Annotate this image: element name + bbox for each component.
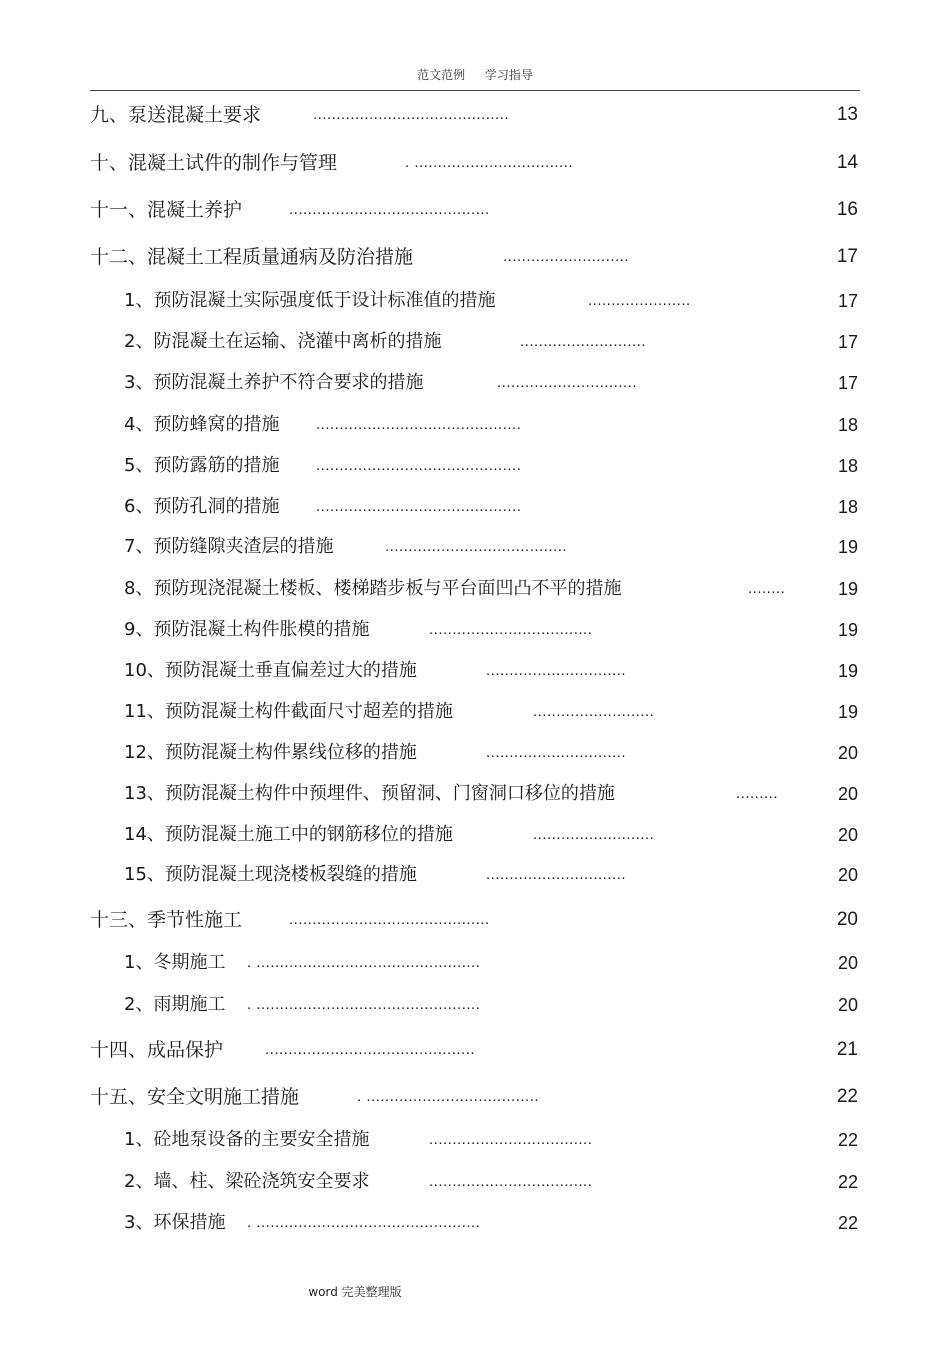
toc-entry-page-number: 20 [836,909,858,930]
toc-entry[interactable] [0,148,950,178]
toc-entry-leader: ...................... [588,292,691,309]
toc-entry-leader: ........................................... [289,911,490,928]
header-rule [90,90,860,91]
toc-entry-page-number: 18 [837,456,858,476]
toc-entry[interactable] [0,948,950,978]
toc-entry[interactable] [0,410,950,440]
toc-entry-leader: .............................. [486,866,627,883]
toc-entry-page-number: 16 [836,199,858,220]
toc-entry-leader: ....................................... [385,538,568,555]
toc-entry-page-number: 19 [837,537,858,557]
toc-entry-page-number: 20 [837,784,858,804]
toc-entry-leader: ................................... [429,1131,593,1148]
toc-entry[interactable] [0,1125,950,1155]
toc-entry-leader: ......... [736,785,779,802]
toc-entry[interactable] [0,905,950,935]
toc-entry[interactable] [0,286,950,316]
toc-entry[interactable] [0,1082,950,1112]
toc-entry-leader: .......................................... [313,106,510,123]
toc-entry-title: 十一、混凝土养护 [90,199,243,221]
toc-entry[interactable] [0,574,950,604]
toc-entry-leader: ........................... [520,333,647,350]
toc-entry[interactable] [0,492,950,522]
header-left-text: 范文范例 [417,68,466,82]
header-right-text: 学习指导 [484,68,533,82]
toc-entry[interactable] [0,656,950,686]
toc-entry-page-number: 20 [837,743,858,763]
toc-entry-page-number: 19 [837,579,858,599]
toc-entry-title: 5、预防露筋的措施 [124,455,280,476]
toc-entry-leader: ........................................... [289,201,490,218]
toc-entry-title: 15、预防混凝土现浇楼板裂缝的措施 [124,864,417,885]
toc-entry-page-number: 17 [837,332,858,352]
toc-entry[interactable] [0,532,950,562]
toc-entry-page-number: 20 [837,953,858,973]
page-footer: word 完美整理版 [308,1285,402,1299]
toc-entry-leader: ............................................. [265,1041,476,1058]
toc-entry-title: 6、预防孔洞的措施 [124,496,280,517]
toc-entry-leader: .............................. [486,662,627,679]
toc-entry-title: 十二、混凝土工程质量通病及防治措施 [90,246,414,268]
toc-entry-title: 12、预防混凝土构件累线位移的措施 [124,742,417,763]
toc-entry[interactable] [0,615,950,645]
toc-entry-title: 9、预防混凝土构件胀模的措施 [124,619,370,640]
toc-entry-page-number: 18 [837,415,858,435]
toc-entry-page-number: 17 [837,373,858,393]
toc-entry-leader: . .................................. [405,154,574,171]
toc-entry-page-number: 22 [836,1086,858,1107]
toc-entry[interactable] [0,1035,950,1065]
toc-entry-title: 10、预防混凝土垂直偏差过大的措施 [124,660,417,681]
toc-entry-page-number: 13 [836,104,858,125]
toc-entry-leader: ........ [748,580,786,597]
toc-entry[interactable] [0,327,950,357]
toc-entry-leader: ............................................ [316,457,522,474]
toc-entry-title: 14、预防混凝土施工中的钢筋移位的措施 [124,824,453,845]
toc-entry-page-number: 22 [837,1213,858,1233]
toc-entry-title: 7、预防缝隙夹渣层的措施 [124,536,334,557]
toc-entry-title: 3、预防混凝土养护不符合要求的措施 [124,372,424,393]
toc-entry-title: 1、砼地泵设备的主要安全措施 [124,1129,370,1150]
toc-entry[interactable] [0,100,950,130]
toc-entry-page-number: 14 [836,152,858,173]
toc-entry[interactable] [0,1208,950,1238]
toc-entry-title: 2、防混凝土在运输、浇灌中离析的措施 [124,331,442,352]
toc-entry-page-number: 19 [837,661,858,681]
toc-entry-leader: ............................................ [316,416,522,433]
toc-entry-page-number: 19 [837,620,858,640]
toc-entry[interactable] [0,820,950,850]
toc-entry-title: 1、冬期施工 [124,952,226,973]
toc-entry-leader: .............................. [486,744,627,761]
toc-entry-leader: .......................... [533,703,655,720]
toc-entry-page-number: 21 [836,1039,858,1060]
toc-entry-leader: ................................... [429,621,593,638]
toc-entry-page-number: 20 [837,825,858,845]
toc-entry-title: 1、预防混凝土实际强度低于设计标准值的措施 [124,290,496,311]
toc-entry-title: 8、预防现浇混凝土楼板、楼梯踏步板与平台面凹凸不平的措施 [124,578,622,599]
toc-entry[interactable] [0,990,950,1020]
toc-entry-page-number: 17 [837,291,858,311]
toc-entry-page-number: 22 [837,1172,858,1192]
toc-entry-page-number: 22 [837,1130,858,1150]
toc-entry[interactable] [0,195,950,225]
toc-entry-title: 13、预防混凝土构件中预埋件、预留洞、门窗洞口移位的措施 [124,783,615,804]
toc-entry-leader: . ..................................... [357,1088,540,1105]
toc-entry[interactable] [0,779,950,809]
toc-entry[interactable] [0,242,950,272]
toc-entry-page-number: 17 [836,246,858,267]
toc-entry-title: 九、泵送混凝土要求 [90,104,262,126]
toc-entry-leader: ........................... [503,248,630,265]
toc-entry-title: 4、预防蜂窝的措施 [124,414,280,435]
toc-entry-title: 十四、成品保护 [90,1039,224,1061]
toc-entry-page-number: 20 [837,865,858,885]
toc-entry-title: 十三、季节性施工 [90,909,243,931]
toc-entry-leader: . ................................................ [247,996,481,1013]
toc-entry-title: 11、预防混凝土构件截面尺寸超差的措施 [124,701,453,722]
toc-entry-leader: ............................................ [316,498,522,515]
toc-entry-title: 十五、安全文明施工措施 [90,1086,300,1108]
page-header [0,66,950,83]
toc-entry[interactable] [0,860,950,890]
toc-entry-leader: .......................... [533,826,655,843]
toc-entry-page-number: 20 [837,995,858,1015]
toc-entry[interactable] [0,1167,950,1197]
toc-entry-title: 十、混凝土试件的制作与管理 [90,152,338,174]
toc-entry[interactable] [0,697,950,727]
toc-entry[interactable] [0,368,950,398]
toc-entry-title: 2、墙、柱、梁砼浇筑安全要求 [124,1171,370,1192]
toc-entry-page-number: 19 [837,702,858,722]
toc-entry-leader: .............................. [497,374,638,391]
toc-entry-title: 3、环保措施 [124,1212,226,1233]
toc-entry[interactable] [0,451,950,481]
toc-entry-page-number: 18 [837,497,858,517]
toc-entry[interactable] [0,738,950,768]
toc-entry-leader: . ................................................ [247,1214,481,1231]
toc-entry-title: 2、雨期施工 [124,994,226,1015]
toc-entry-leader: ................................... [429,1173,593,1190]
toc-entry-leader: . ................................................ [247,954,481,971]
